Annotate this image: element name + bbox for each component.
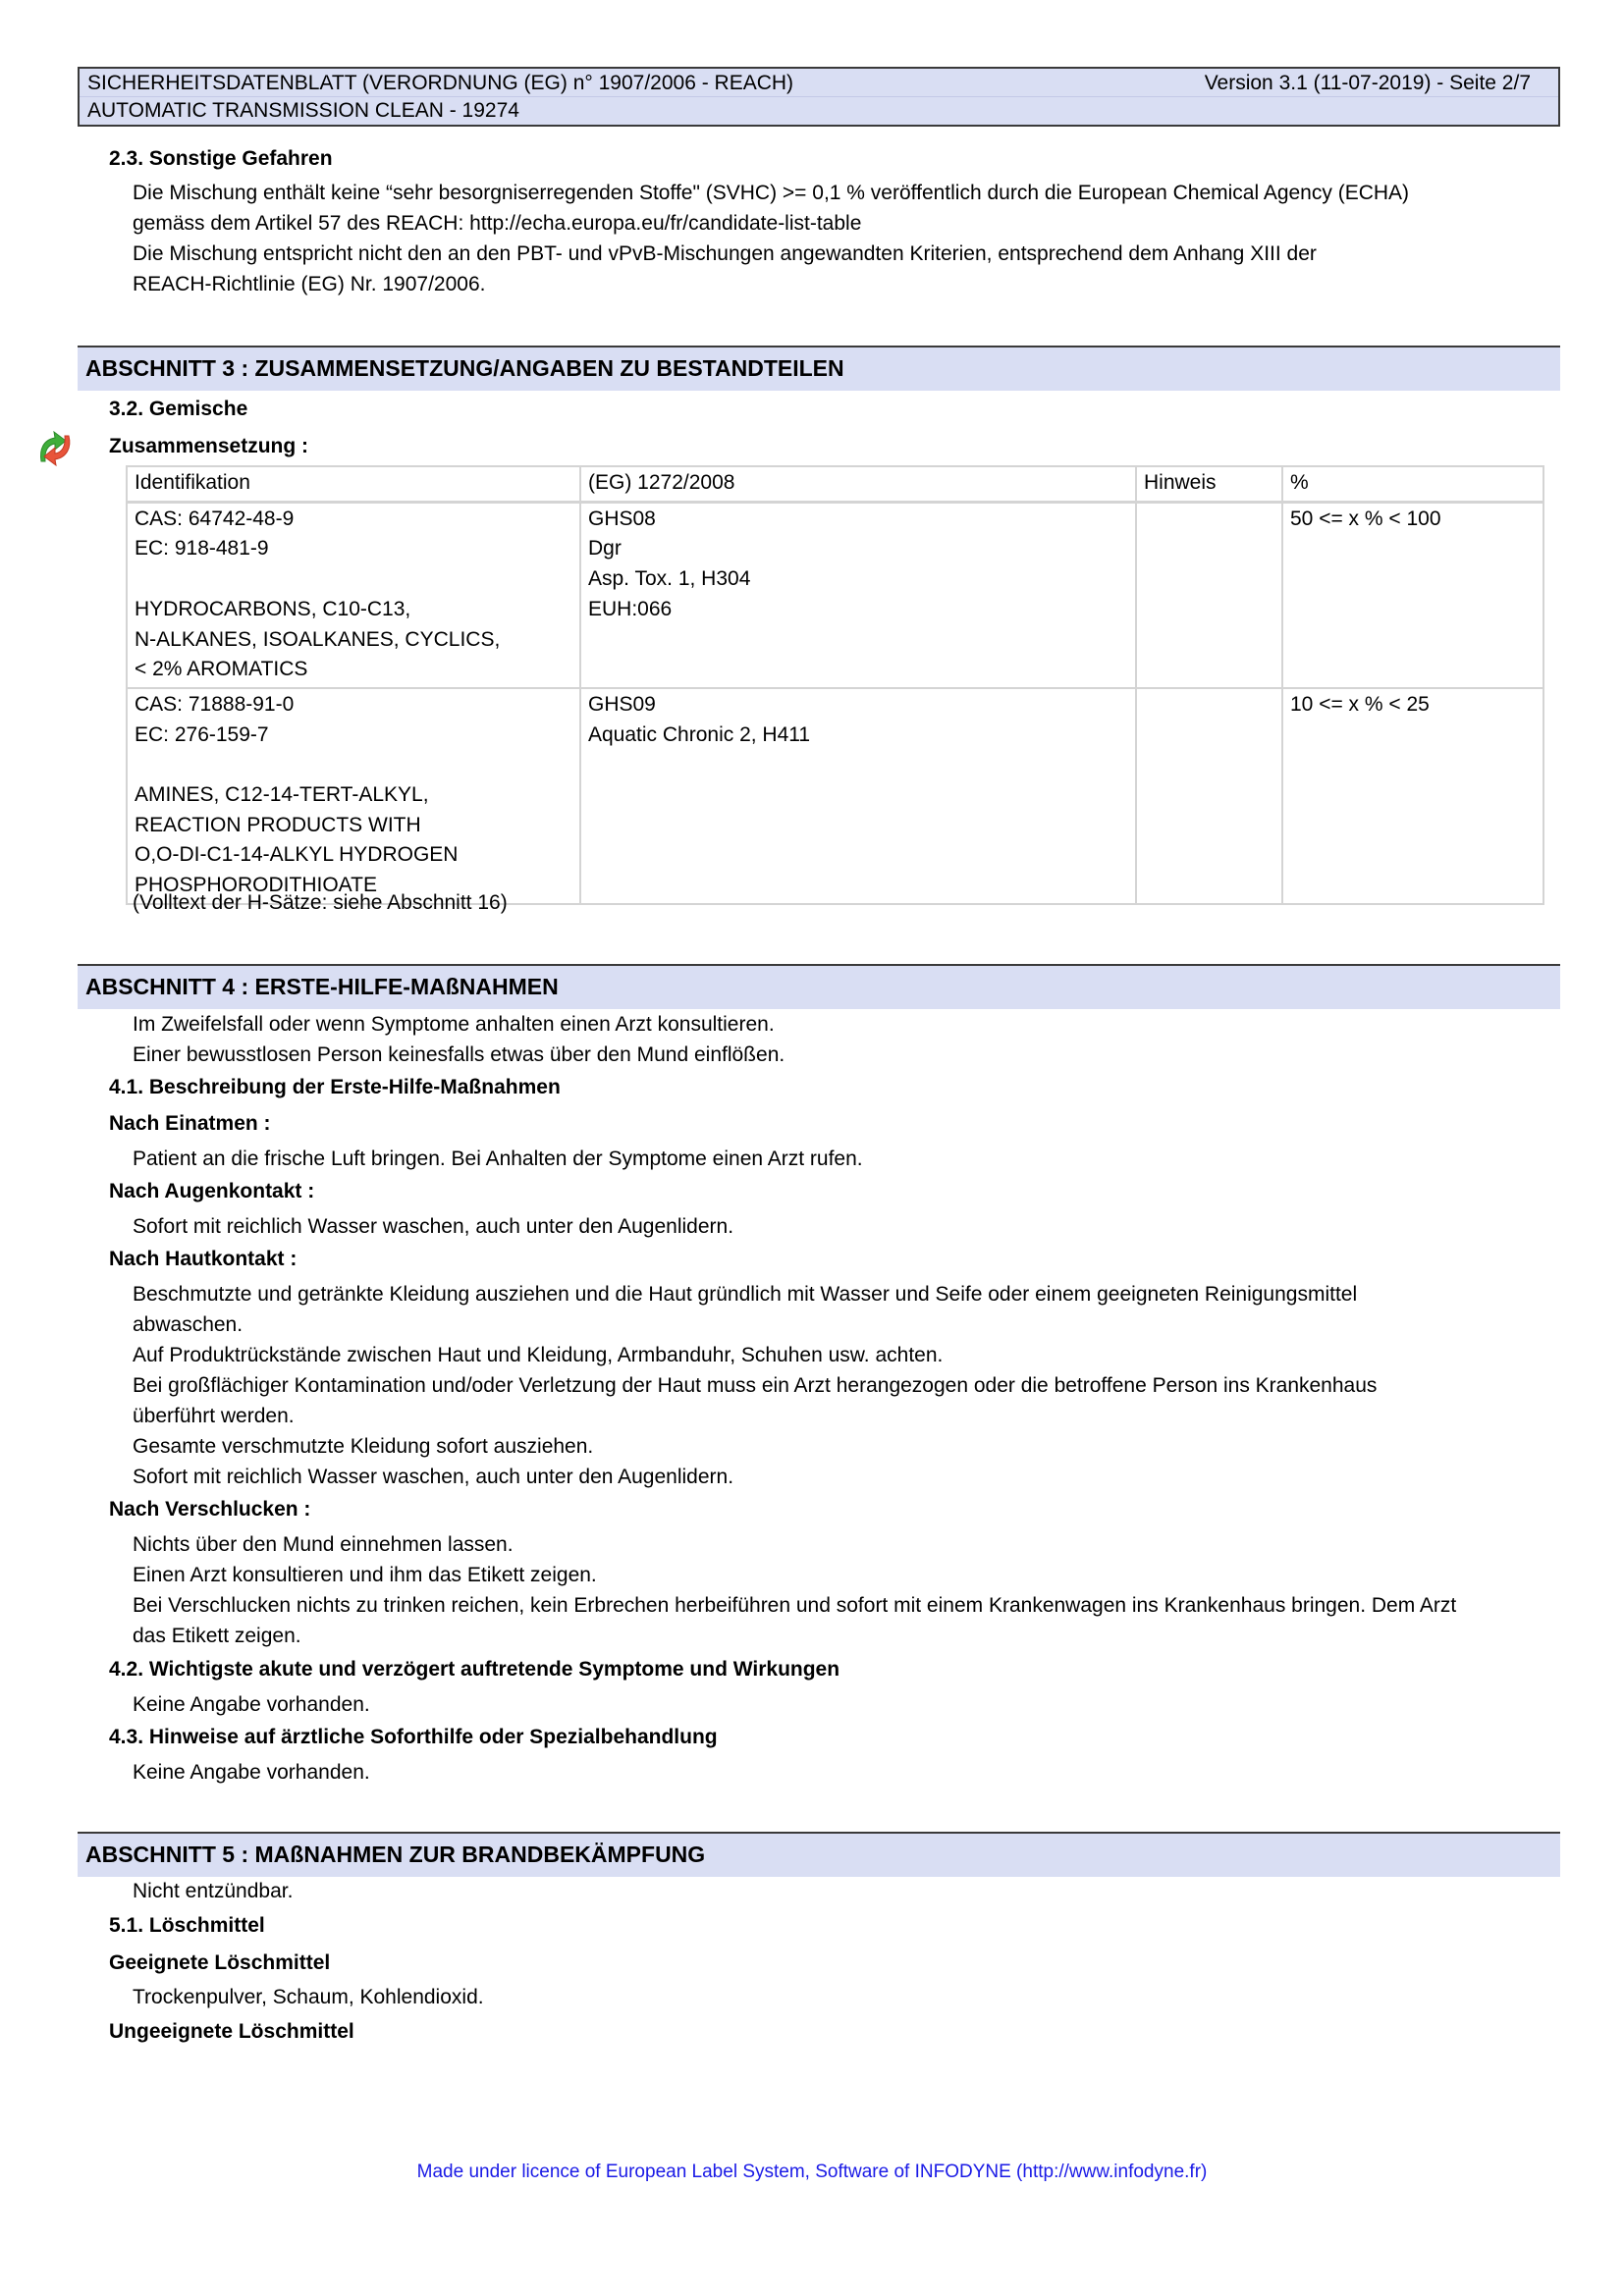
- classification-line: Aquatic Chronic 2, H411: [588, 722, 811, 746]
- text-line: Sofort mit reichlich Wasser waschen, auch unter den Augenlidern.: [133, 1466, 734, 1488]
- footer-licence: Made under licence of European Label System, Software of INFODYNE (http://www.infodyne.fr): [416, 2162, 1208, 2182]
- classification-line: GHS09: [588, 692, 656, 716]
- cas-number: CAS: 64742-48-9: [135, 507, 295, 530]
- text-line: abwaschen.: [133, 1313, 244, 1336]
- subsection-heading-4-1: 4.1. Beschreibung der Erste-Hilfe-Maßnahmen: [109, 1076, 561, 1098]
- text-line: Die Mischung entspricht nicht den an den PBT- und vPvB-Mischungen angewandten Kriterien, entsprechend dem Anhang XIII der: [133, 242, 1317, 265]
- label-einatmen: Nach Einatmen :: [109, 1112, 271, 1135]
- header-divider: [80, 96, 1558, 97]
- table-footnote: (Volltext der H-Sätze: siehe Abschnitt 16): [133, 891, 508, 914]
- label-geeignete-loeschmittel: Geeignete Löschmittel: [109, 1951, 331, 1974]
- text-line: Einen Arzt konsultieren und ihm das Etikett zeigen.: [133, 1564, 597, 1586]
- section-title: ABSCHNITT 3 : ZUSAMMENSETZUNG/ANGABEN ZU BESTANDTEILEN: [85, 355, 844, 381]
- substance-name-line: AMINES, C12-14-TERT-ALKYL,: [135, 783, 429, 806]
- substance-name-line: HYDROCARBONS, C10-C13,: [135, 597, 411, 620]
- table-row: [127, 688, 1543, 904]
- column-header: Identifikation: [127, 466, 580, 502]
- classification-line: Asp. Tox. 1, H304: [588, 567, 751, 591]
- text-line: Auf Produktrückstände zwischen Haut und Kleidung, Armbanduhr, Schuhen usw. achten.: [133, 1344, 944, 1366]
- document-title: SICHERHEITSDATENBLATT (VERORDNUNG (EG) n° 1907/2006 - REACH): [87, 72, 794, 94]
- label-hautkontakt: Nach Hautkontakt :: [109, 1248, 298, 1270]
- spacer: [135, 564, 571, 595]
- section-header-4: [78, 964, 1560, 1009]
- text-line: gemäss dem Artikel 57 des REACH: http://echa.europa.eu/fr/candidate-list-table: [133, 212, 862, 235]
- text-line: Patient an die frische Luft bringen. Bei Anhalten der Symptome einen Arzt rufen.: [133, 1148, 863, 1170]
- column-header: (EG) 1272/2008: [580, 466, 1136, 502]
- product-name: AUTOMATIC TRANSMISSION CLEAN - 19274: [87, 99, 519, 122]
- text-line: Nichts über den Mund einnehmen lassen.: [133, 1533, 514, 1556]
- text-line: Keine Angabe vorhanden.: [133, 1693, 370, 1716]
- subsection-heading-4-3: 4.3. Hinweise auf ärztliche Soforthilfe oder Spezialbehandlung: [109, 1726, 718, 1748]
- substance-name-line: < 2% AROMATICS: [135, 658, 308, 681]
- cas-number: CAS: 71888-91-0: [135, 692, 295, 716]
- substance-name-line: REACTION PRODUCTS WITH: [135, 813, 421, 836]
- text-line: das Etikett zeigen.: [133, 1625, 301, 1647]
- text-line: überführt werden.: [133, 1405, 295, 1427]
- classification-line: EUH:066: [588, 597, 673, 620]
- column-header: %: [1282, 466, 1543, 502]
- column-header: Hinweis: [1136, 466, 1282, 502]
- percent-cell: 10 <= x % < 25: [1282, 688, 1543, 904]
- identification-cell: [127, 688, 580, 904]
- classification-line: GHS08: [588, 507, 656, 530]
- table-row: [127, 502, 1543, 688]
- identification-cell: [127, 502, 580, 688]
- text-line: Bei großflächiger Kontamination und/oder Verletzung der Haut muss ein Arzt herangezogen oder die betroffene Person ins Krankenhaus: [133, 1374, 1378, 1397]
- label-ungeeignete-loeschmittel: Ungeeignete Löschmittel: [109, 2020, 354, 2043]
- text-line: Beschmutzte und getränkte Kleidung ausziehen und die Haut gründlich mit Wasser und Seife oder einem geeigneten Reinigungsmittel: [133, 1283, 1358, 1306]
- text-line: Einer bewusstlosen Person keinesfalls etwas über den Mund einflößen.: [133, 1043, 785, 1066]
- text-line: Trockenpulver, Schaum, Kohlendioxid.: [133, 1986, 484, 2008]
- composition-table: [126, 465, 1544, 905]
- section-title: ABSCHNITT 4 : ERSTE-HILFE-MAßNAHMEN: [85, 974, 559, 999]
- paragraph: [133, 1279, 1377, 1492]
- subsection-heading-3-2: 3.2. Gemische: [109, 398, 248, 420]
- ec-number: EC: 918-481-9: [135, 537, 269, 561]
- substance-name-line: N-ALKANES, ISOALKANES, CYCLICS,: [135, 627, 501, 651]
- text-line: Nicht entzündbar.: [133, 1880, 294, 1902]
- version-page: Version 3.1 (11-07-2019) - Seite 2/7: [1204, 72, 1531, 94]
- percent-cell: 50 <= x % < 100: [1282, 502, 1543, 688]
- paragraph: [133, 178, 1409, 299]
- spacer: [135, 750, 571, 780]
- text-line: Die Mischung enthält keine “sehr besorgniserregenden Stoffe" (SVHC) >= 0,1 % veröffentlich durch die European Chemical Agency (ECHA): [133, 182, 1410, 204]
- classification-line: Dgr: [588, 537, 622, 561]
- section-header-3: [78, 346, 1560, 391]
- classification-cell: [580, 688, 1136, 904]
- label-verschlucken: Nach Verschlucken :: [109, 1498, 311, 1521]
- note-cell: [1136, 688, 1282, 904]
- substance-name-line: O,O-DI-C1-14-ALKYL HYDROGEN: [135, 843, 459, 867]
- subsection-heading-4-2: 4.2. Wichtigste akute und verzögert auftretende Symptome und Wirkungen: [109, 1658, 840, 1681]
- text-line: Keine Angabe vorhanden.: [133, 1761, 370, 1784]
- text-line: Bei Verschlucken nichts zu trinken reichen, kein Erbrechen herbeiführen und sofort mit einem Krankenwagen ins Krankenhaus bringen. Dem Arzt: [133, 1594, 1457, 1617]
- text-line: Sofort mit reichlich Wasser waschen, auch unter den Augenlidern.: [133, 1215, 734, 1238]
- text-line: REACH-Richtlinie (EG) Nr. 1907/2006.: [133, 273, 486, 295]
- note-cell: [1136, 502, 1282, 688]
- text-line: Gesamte verschmutzte Kleidung sofort ausziehen.: [133, 1435, 594, 1458]
- paragraph: [133, 1009, 785, 1070]
- section-header-5: [78, 1832, 1560, 1877]
- subsection-heading-2-3: 2.3. Sonstige Gefahren: [109, 147, 333, 170]
- label-augenkontakt: Nach Augenkontakt :: [109, 1180, 315, 1202]
- table-header-row: [127, 466, 1543, 502]
- subsection-heading-5-1: 5.1. Löschmittel: [109, 1914, 265, 1937]
- paragraph: [133, 1529, 1456, 1651]
- section-title: ABSCHNITT 5 : MAßNAHMEN ZUR BRANDBEKÄMPFUNG: [85, 1842, 706, 1867]
- ec-number: EC: 276-159-7: [135, 722, 269, 746]
- page-header: [78, 67, 1560, 127]
- composition-label: Zusammensetzung :: [109, 435, 309, 457]
- text-line: Im Zweifelsfall oder wenn Symptome anhalten einen Arzt konsultieren.: [133, 1013, 775, 1036]
- substance-name-line: PHOSPHORODITHIOATE: [135, 874, 377, 897]
- classification-cell: [580, 502, 1136, 688]
- refresh-arrows-icon: [35, 428, 75, 467]
